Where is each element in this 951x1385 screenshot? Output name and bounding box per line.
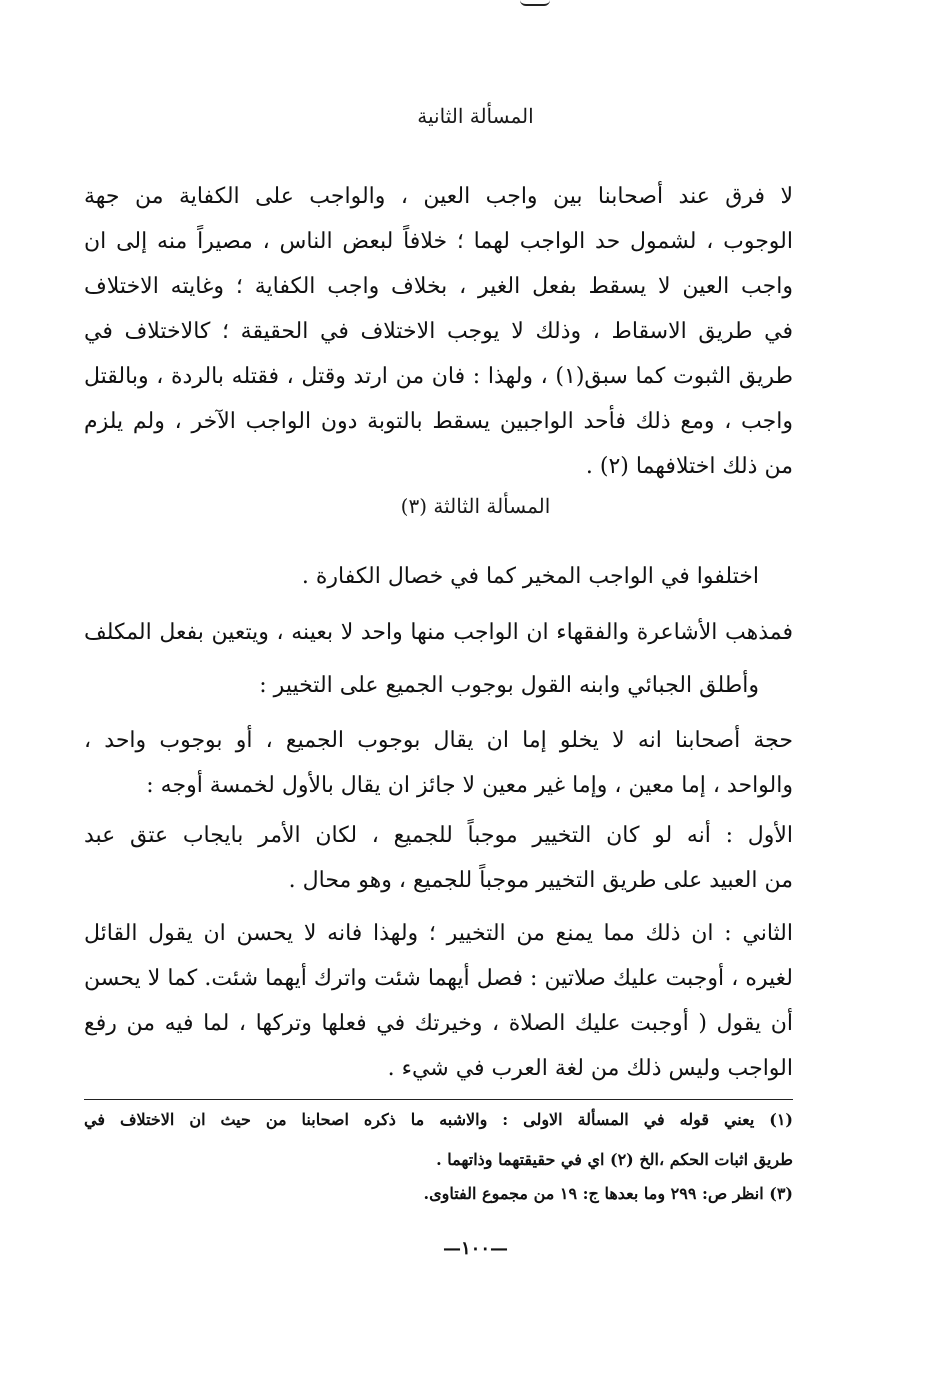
paragraph-line: أن يقول ( أوجبت عليك الصلاة ، وخيرتك في فعلها وتركها ، لما فيه من رفع [84, 1011, 793, 1036]
paragraph-line: طريق الثبوت كما سبق(١) ، ولهذا : فان من ارتد وقتل ، فقتله بالردة ، وبالقتل [84, 364, 793, 389]
paragraph-line: في طريق الاسقاط ، وذلك لا يوجب الاختلاف في الحقيقة ؛ كالاختلاف في [84, 319, 793, 344]
paragraph-line: لغيره ، أوجبت عليك صلاتين : فصل أيهما شئت واترك أيهما شئت. كما لا يحسن [84, 966, 793, 991]
footnote-divider [84, 1099, 793, 1100]
paragraph-line: والواحد ، إما معين ، وإما غير معين لا جائز ان يقال بالأول لخمسة أوجه : [146, 773, 793, 798]
paragraph-line: الواجب وليس ذلك من لغة العرب في شيء . [387, 1056, 793, 1081]
paragraph-line: حجة أصحابنا انه لا يخلو إما ان يقال بوجوب الجميع ، أو بوجوب واحد ، [84, 728, 793, 753]
page-number: —١٠٠— [442, 1238, 508, 1259]
paragraph-line: اختلفوا في الواجب المخير كما في خصال الكفارة . [301, 564, 759, 589]
paragraph-line: الوجوب ، لشمول حد الواجب لهما ؛ خلافاً لبعض الناس ، مصيراً منه إلى ان [84, 229, 793, 254]
paragraph-line: فمذهب الأشاعرة والفقهاء ان الواجب منها واحد لا بعينه ، ويتعين بفعل المكلف [84, 620, 793, 645]
paragraph-line: لا فرق عند أصحابنا بين واجب العين ، والواجب على الكفاية من جهة [84, 184, 793, 209]
paragraph-line: الأول : أنه لو كان التخيير موجباً للجميع ، لكان الأمر بايجاب عتق عبد [84, 823, 793, 848]
paragraph-line: من العبيد على طريق التخيير موجباً للجميع ، وهو محال . [288, 868, 793, 893]
paragraph-line: من ذلك اختلافهما (٢) . [585, 454, 793, 479]
footnote-line: (١) يعني قوله في المسألة الاولى : والاشبه ما ذكره اصحابنا من حيث ان الاختلاف في [84, 1110, 793, 1129]
paragraph-line: الثاني : ان ذلك مما يمنع من التخيير ؛ ولهذا فانه لا يحسن ان يقول القائل [84, 921, 793, 946]
footnote-line: (٣) انظر ص: ٢٩٩ وما بعدها ج: ١٩ من مجموع الفتاوى. [423, 1184, 793, 1203]
paragraph-line: وأطلق الجبائي وابنه القول بوجوب الجميع على التخيير : [259, 673, 759, 698]
heading-third-issue: المسألة الثالثة (٣) [400, 494, 551, 518]
top-ornament [520, 0, 550, 6]
paragraph-line: واجب العين لا يسقط بفعل الغير ، بخلاف واجب الكفاية ؛ وغايته الاختلاف [84, 274, 793, 299]
footnote-line: طريق اثبات الحكم ،الخ (٢) اي في حقيقتهما وذاتهما . [436, 1150, 793, 1169]
heading-second-issue: المسألة الثانية [417, 104, 534, 128]
paragraph-line: واجب ، ومع ذلك فأحد الواجبين يسقط بالتوبة دون الواجب الآخر ، ولم يلزم [84, 409, 793, 434]
